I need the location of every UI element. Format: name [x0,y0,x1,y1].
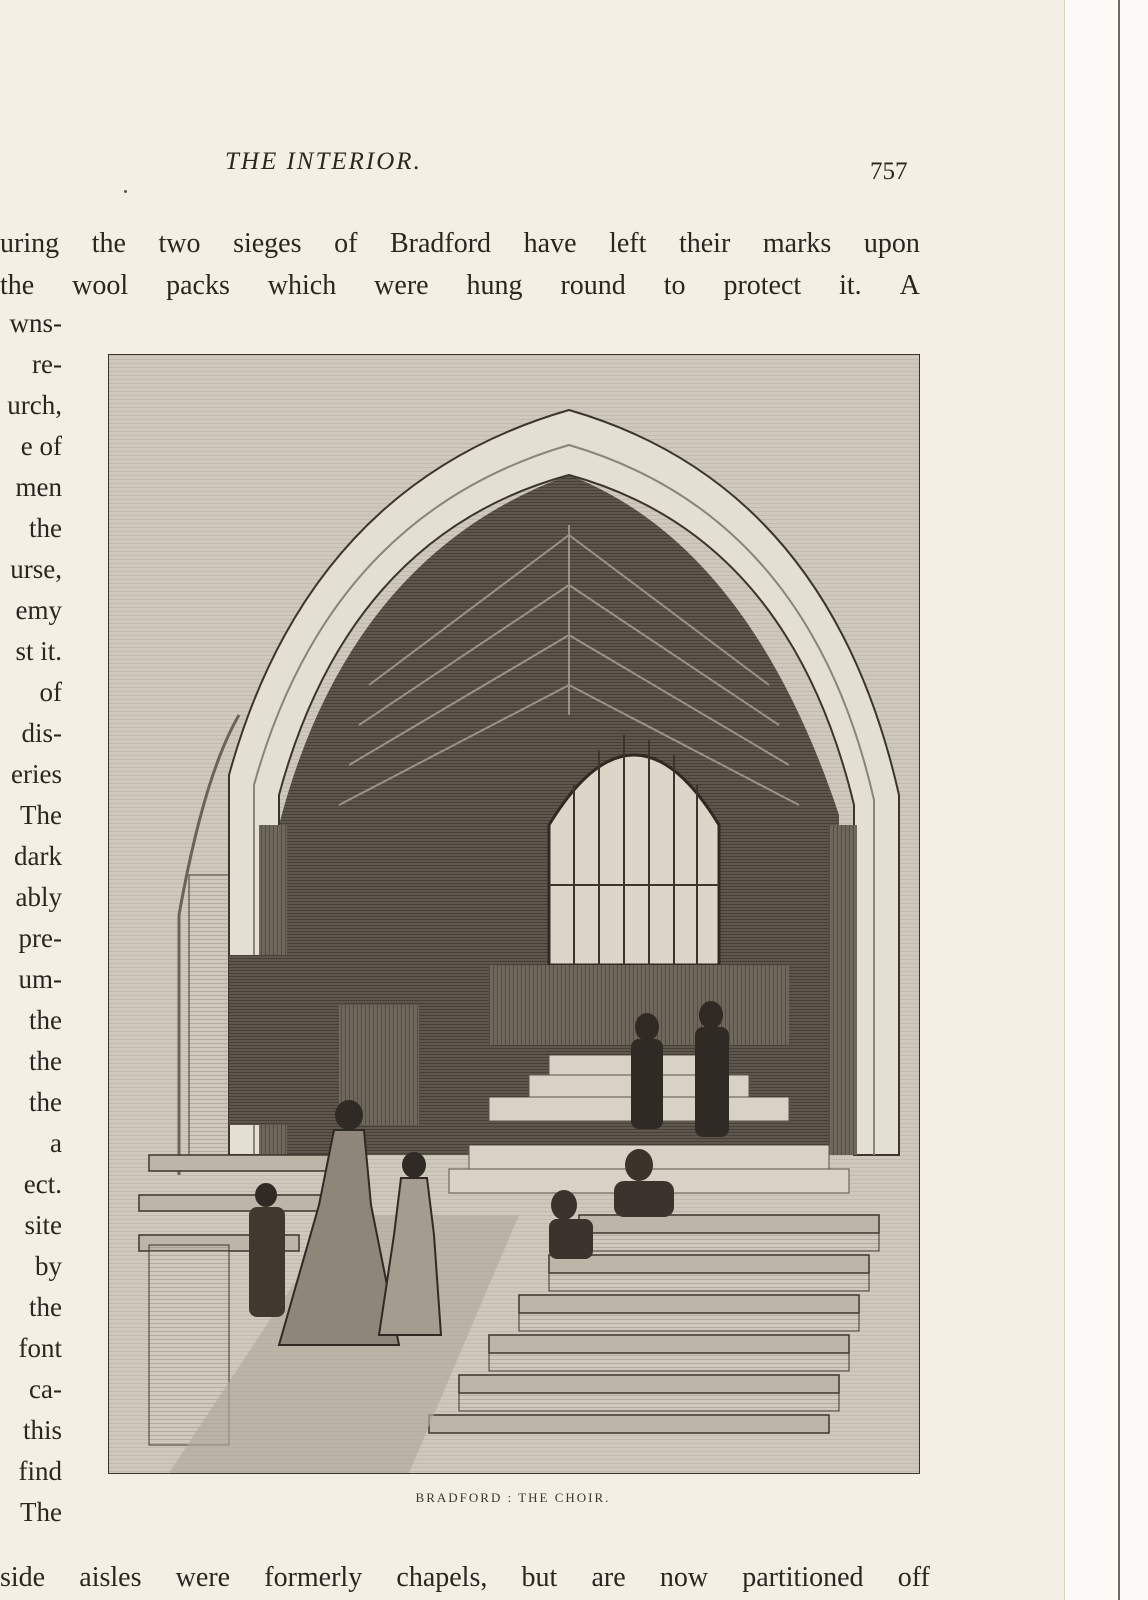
word: wool [72,270,129,301]
word: off [897,1562,930,1593]
truncated-line-fragment: st it. [15,636,62,666]
engraving-drawing [109,355,919,1473]
truncated-line-fragment: urse, [10,554,62,584]
truncated-line-fragment: the [29,513,62,543]
word: protect [723,270,802,301]
truncated-line-fragment: ably [15,882,62,912]
word: Bradford [389,228,492,259]
running-head: THE INTERIOR. [225,148,422,175]
truncated-line-fragment: wns- [9,308,62,338]
page-number: 757 [870,158,908,185]
truncated-line-fragment: of [39,677,62,707]
word: marks [762,228,832,259]
body-text-line [0,228,920,260]
word: sieges [233,228,302,259]
word: aisles [79,1562,142,1593]
truncated-line-fragment: a [50,1128,62,1158]
word: uring [0,228,60,259]
truncated-line-fragment: font [18,1333,62,1363]
truncated-line-fragment: site [24,1210,62,1240]
truncated-line-fragment: men [15,472,62,502]
truncated-line-fragment: e of [20,431,62,461]
ink-speck [124,190,127,193]
body-text-line [0,1562,930,1594]
truncated-line-fragment: the [29,1087,62,1117]
truncated-line-fragment: the [29,1292,62,1322]
word: were [175,1562,231,1593]
word: formerly [264,1562,363,1593]
word: hung [466,270,523,301]
word: it. [839,270,862,301]
truncated-line-fragment: re- [32,349,62,379]
truncated-line-fragment: um- [18,964,62,994]
word: chapels, [396,1562,488,1593]
word: which [267,270,337,301]
word: partitioned [742,1562,864,1593]
truncated-line-fragment: pre- [18,923,62,953]
truncated-line-fragment: dark [14,841,62,871]
truncated-line-fragment: by [35,1251,62,1281]
body-text-line [0,270,920,302]
word: upon [863,228,920,259]
truncated-line-fragment: emy [15,595,62,625]
word: A [899,270,920,301]
word: now [659,1562,709,1593]
page-gutter-line [1118,0,1120,1600]
word: their [678,228,731,259]
truncated-line-fragment: The [20,1497,62,1527]
word: left [609,228,647,259]
word: the [91,228,126,259]
word: to [663,270,686,301]
word: of [334,228,358,259]
word: were [374,270,429,301]
truncated-line-fragment: the [29,1046,62,1076]
truncated-line-fragment: find [18,1456,62,1486]
word: have [523,228,577,259]
illustration-caption: BRADFORD : THE CHOIR. [415,1490,611,1505]
truncated-line-fragment: this [22,1415,62,1445]
word: round [560,270,626,301]
word: are [591,1562,626,1593]
word: two [158,228,201,259]
truncated-line-fragment: dis- [21,718,62,748]
truncated-line-fragment: The [20,800,62,830]
truncated-line-fragment: ca- [29,1374,62,1404]
truncated-line-fragment: eries [11,759,62,789]
church-choir-engraving [108,354,920,1474]
word: packs [166,270,230,301]
truncated-line-fragment: the [29,1005,62,1035]
truncated-line-fragment: ect. [23,1169,62,1199]
word: but [521,1562,558,1593]
truncated-line-fragment: urch, [7,390,62,420]
word: side [0,1562,46,1593]
word: the [0,270,35,301]
adjacent-page-edge [1064,0,1148,1600]
